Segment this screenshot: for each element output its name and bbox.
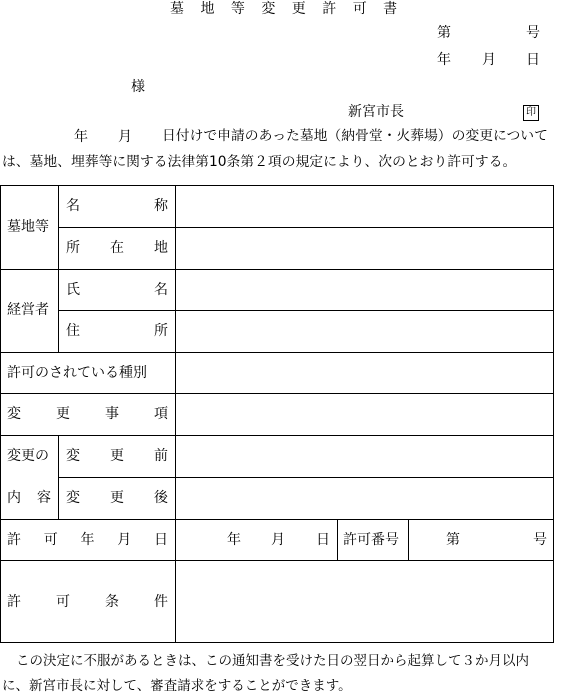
footer-line-1: この決定に不服があるときは、この通知書を受けた日の翌日から起算して３か月以内: [16, 653, 529, 669]
shimei-label: 氏 名: [66, 282, 168, 298]
kyoka-joken-label: 許 可 条 件: [7, 594, 168, 610]
date-cell-month: 月: [271, 532, 285, 548]
body-month: 月: [118, 129, 132, 145]
kyoka-bango-label: 許可番号: [343, 532, 399, 548]
date-cell-day: 日: [316, 532, 330, 548]
henko-jiko-label: 変 更 事 項: [7, 406, 168, 422]
body-line-2: は、墓地、埋葬等に関する法律第10条第２項の規定により、次のとおり許可する。: [2, 154, 517, 170]
date-year: 年: [437, 52, 451, 68]
henko-naiyo-label-2: 内 容: [7, 490, 51, 506]
henko-go-label: 変 更 後: [66, 490, 168, 506]
henko-mae-label: 変 更 前: [66, 448, 168, 464]
jusho-label: 住 所: [66, 323, 168, 339]
shubetsu-label: 許可のされている種別: [7, 365, 147, 381]
shozaichi-label: 所 在 地: [66, 240, 168, 256]
footer-line-2: に、新宮市長に対して、審査請求をすることができます。: [2, 678, 352, 694]
keieisha-group-label: 経営者: [7, 302, 49, 318]
date-month: 月: [482, 52, 496, 68]
kyoka-nengappi-label: 許 可 年 月 日: [7, 532, 168, 548]
date-cell-year: 年: [227, 532, 241, 548]
issuer-name: 新宮市長: [348, 104, 404, 120]
number-cell-suffix: 号: [533, 532, 547, 548]
number-cell-prefix: 第: [446, 532, 460, 548]
body-year: 年: [74, 129, 88, 145]
body-line-1: 日付けで申請のあった墓地（納骨堂・火葬場）の変更について: [162, 128, 548, 144]
document-title: 墓 地 等 変 更 許 可 書: [170, 1, 404, 17]
meisho-label: 名 称: [66, 198, 168, 214]
seal-mark: 印: [523, 104, 539, 121]
henko-naiyo-label-1: 変更の: [7, 448, 49, 464]
date-day: 日: [526, 52, 540, 68]
bochi-group-label: 墓地等: [7, 219, 49, 235]
recipient-suffix: 様: [131, 79, 145, 95]
doc-number-prefix: 第: [437, 25, 451, 41]
doc-number-suffix: 号: [526, 25, 540, 41]
